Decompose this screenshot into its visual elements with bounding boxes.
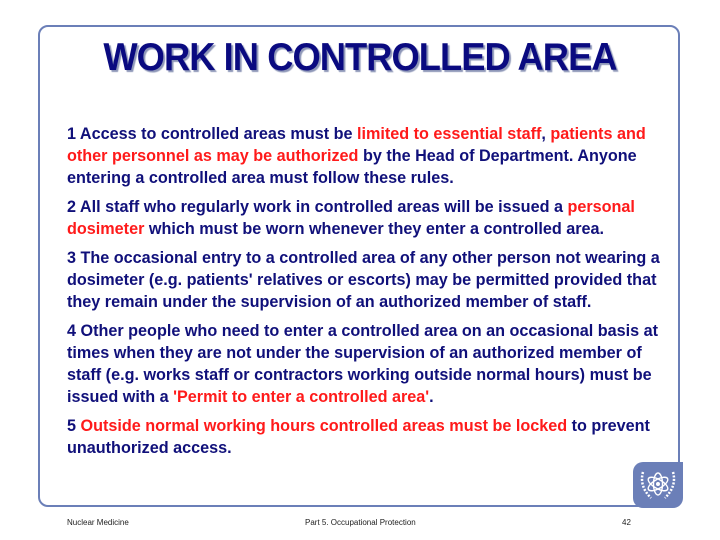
text: 2 All staff who regularly work in controlled areas will be issued a bbox=[67, 198, 568, 216]
text: 1 Access to controlled areas must be bbox=[67, 125, 357, 143]
slide-title: WORK IN CONTROLLED AREA bbox=[103, 36, 617, 79]
rule-3 bbox=[67, 247, 667, 313]
footer-section: Part 5. Occupational Protection bbox=[305, 518, 416, 527]
highlight-text: personal dosimeter bbox=[67, 198, 635, 238]
highlight-text: limited to essential staff bbox=[356, 125, 542, 143]
highlight-text: Outside normal working hours controlled areas must be locked bbox=[80, 417, 568, 435]
iaea-logo-icon bbox=[633, 462, 683, 508]
slide-body bbox=[67, 123, 667, 466]
highlight-text: patients and other personnel as may be authorized bbox=[67, 125, 646, 165]
text: , bbox=[541, 125, 546, 143]
text: . bbox=[429, 388, 434, 406]
text: 3 The occasional entry to a controlled area of any other person not wearing a dosimeter (e.g. patients' relatives or escorts) may be permitted provided that they remain under the supervision of an authorized member of staff. bbox=[67, 249, 660, 311]
text: to prevent unauthorized access. bbox=[67, 417, 650, 457]
rule-5 bbox=[67, 415, 667, 459]
text: by the Head of Department. Anyone entering a controlled area must follow these rules. bbox=[67, 147, 637, 187]
page-number: 42 bbox=[622, 518, 631, 527]
rule-4 bbox=[67, 320, 667, 408]
footer-course: Nuclear Medicine bbox=[67, 518, 129, 527]
text: 5 bbox=[67, 417, 81, 435]
rule-2 bbox=[67, 196, 667, 240]
text: which must be worn whenever they enter a controlled area. bbox=[144, 220, 605, 238]
text: 4 Other people who need to enter a controlled area on an occasional basis at times when they are not under the supervision of an authorized member of staff (e.g. works staff or contractors working outside normal hours) must be issued with a bbox=[67, 322, 658, 406]
highlight-text: 'Permit to enter a controlled area' bbox=[173, 388, 430, 406]
rule-1 bbox=[67, 123, 667, 189]
